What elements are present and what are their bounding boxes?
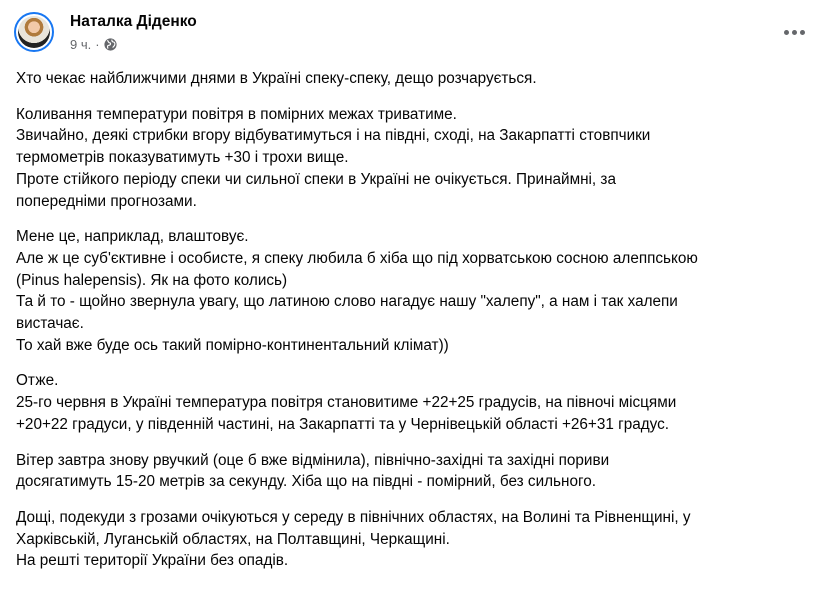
post-text-line: +20+22 градуси, у південній частині, на Закарпатті та у Чернівецькій області +26+31 градус. bbox=[16, 415, 670, 433]
globe-icon[interactable] bbox=[104, 38, 117, 51]
post-text-line: Вітер завтра знову рвучкий (оце б вже відмінила), північно-західні та західні пориви bbox=[16, 451, 610, 469]
post-text-line: вистачає. bbox=[16, 315, 84, 333]
post-text-line: Але ж це суб'єктивне і особисте, я спеку любила б хіба що під хорватською сосною алеппською bbox=[16, 249, 698, 267]
post-text-line: 25-го червня в Україні температура повітря становитиме +22+25 градусів, на півночі місцями bbox=[16, 394, 677, 412]
post-time[interactable]: 9 ч. bbox=[70, 37, 92, 52]
post-text-line: досягатимуть 15-20 метрів за секунду. Хіба що на півдні - помірний, без сильного. bbox=[16, 473, 596, 491]
post-text-line: (Pinus halepensis). Як на фото колись) bbox=[16, 271, 288, 289]
post-text-line: На решті території України без опадів. bbox=[16, 552, 289, 570]
post-text-line: термометрів показуватимуть +30 і трохи вище. bbox=[16, 149, 349, 167]
post-header bbox=[0, 0, 818, 64]
post-paragraph bbox=[16, 226, 816, 356]
post-text-line: Мене це, наприклад, влаштовує. bbox=[16, 228, 249, 246]
post-text-line: Коливання температури повітря в помірних межах триватиме. bbox=[16, 105, 457, 123]
more-options-button[interactable] bbox=[778, 20, 810, 44]
post-text-line: Звичайно, деякі стрибки вгору відбуватимуться і на півдні, сході, на Закарпатті стовпчики bbox=[16, 127, 651, 145]
post-paragraph bbox=[16, 370, 816, 435]
avatar-image bbox=[18, 16, 50, 48]
post-paragraph bbox=[16, 507, 816, 572]
dot-icon bbox=[784, 30, 789, 35]
avatar[interactable] bbox=[14, 12, 54, 52]
post-paragraph bbox=[16, 68, 816, 90]
post-text-line: Проте стійкого періоду спеки чи сильної спеки в Україні не очікується. Принаймні, за bbox=[16, 170, 616, 188]
post-paragraph bbox=[16, 450, 816, 493]
post-paragraph bbox=[16, 104, 816, 213]
post-text-line: попередніми прогнозами. bbox=[16, 192, 197, 210]
post-text-line: Отже. bbox=[16, 372, 59, 390]
post-text-line: Харківській, Луганській областях, на Полтавщині, Черкащині. bbox=[16, 530, 450, 548]
post-text-line: То хай вже буде ось такий помірно-континентальний клімат)) bbox=[16, 336, 449, 354]
dot-icon bbox=[800, 30, 805, 35]
post-text-line: Та й то - щойно звернула увагу, що латиною слово нагадує нашу "халепу", а нам і так халепи bbox=[16, 293, 678, 311]
post-body bbox=[16, 68, 816, 586]
author-name[interactable]: Наталка Діденко bbox=[70, 13, 197, 30]
post-text-line: Хто чекає найближчими днями в Україні спеку-спеку, дещо розчарується. bbox=[16, 70, 537, 87]
dot-icon bbox=[792, 30, 797, 35]
post-meta bbox=[70, 37, 117, 52]
separator: · bbox=[95, 37, 100, 52]
post-text-line: Дощі, подекуди з грозами очікуються у середу в північних областях, на Волині та Рівненщині, у bbox=[16, 508, 691, 526]
